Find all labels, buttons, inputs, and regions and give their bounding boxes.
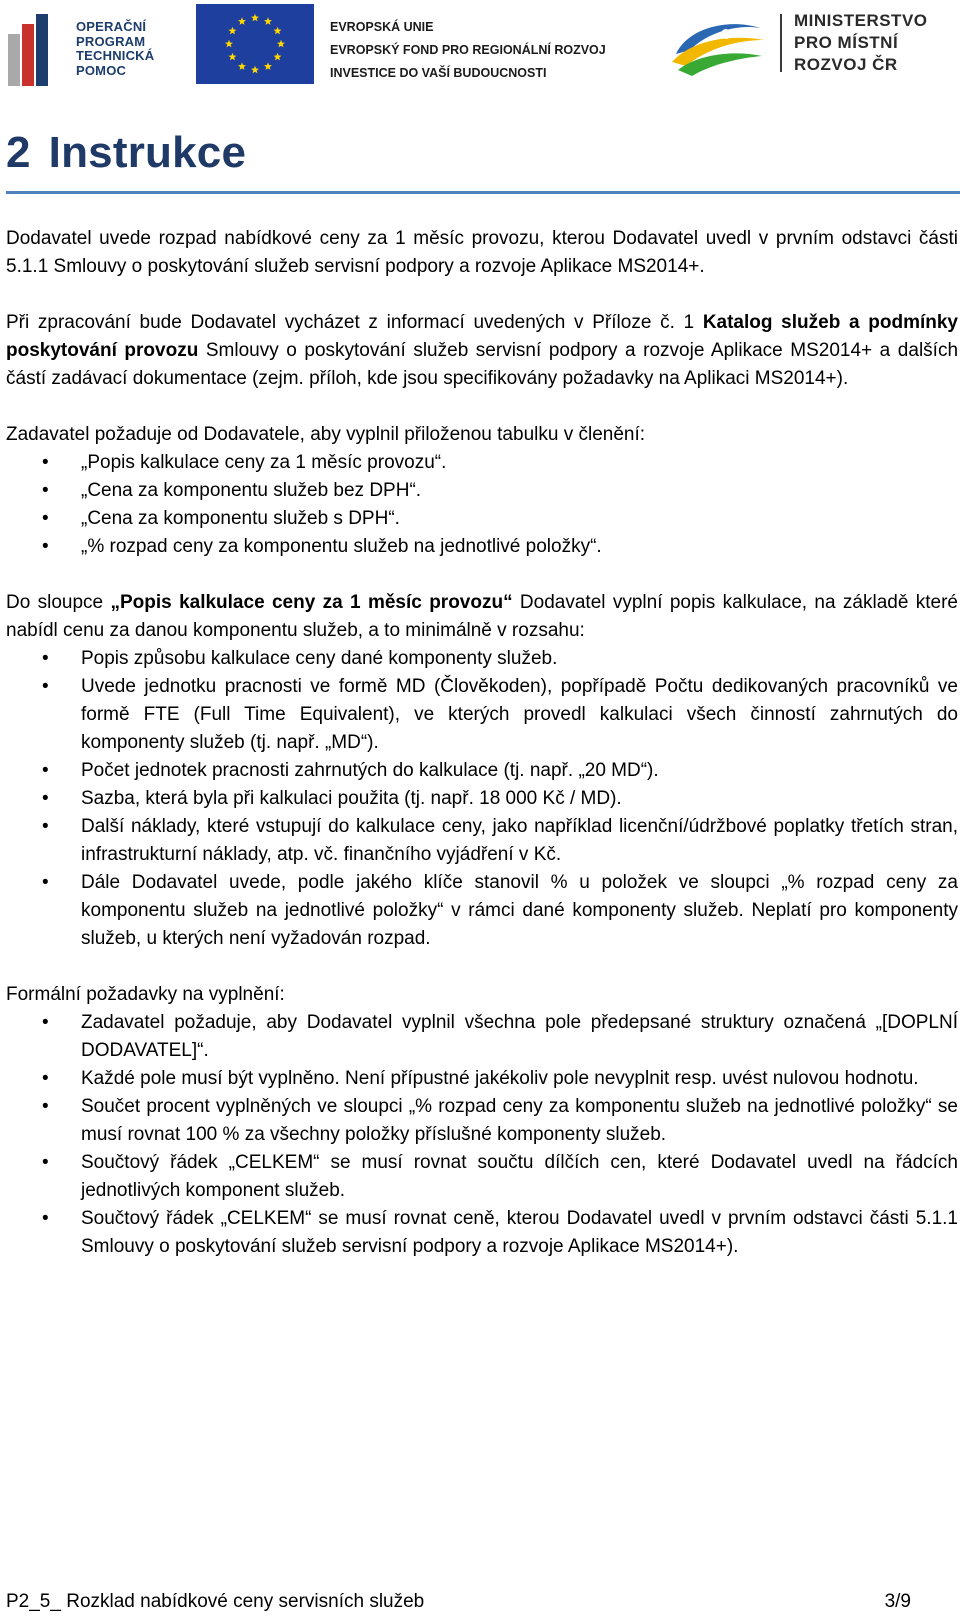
paragraph-calculation [6,589,958,645]
heading-rule [6,191,960,194]
bullet-icon: • [42,536,49,557]
bullet-icon: • [42,1012,49,1033]
list-item-text: „Popis kalkulace ceny za 1 měsíc provozu“. [81,452,447,473]
text-run: Při zpracování bude Dodavatel vycházet z informací uvedených v Příloze č. 1 [6,312,703,333]
list-item [6,869,958,953]
list-item-text: Zadavatel požaduje, aby Dodavatel vyplnil všechna pole předepsané struktury označená „[DOPLNÍ DODAVATEL]“. [81,1012,958,1061]
list-item-text: Součet procent vyplněných ve sloupci „% rozpad ceny za komponentu služeb na jednotlivé položky“ se musí rovnat 100 % za všechny položky příslušné komponenty služeb. [81,1096,958,1145]
list-item-text: Dále Dodavatel uvede, podle jakého klíče stanovil % u položek ve sloupci „% rozpad ceny za komponentu služeb na jednotlivé položky“ v rámci dané komponenty služeb. Neplatí pro komponenty služeb, u kterých není vyžadován rozpad. [81,872,958,949]
bullet-icon: • [42,508,49,529]
list-item [6,1149,958,1205]
paragraph-formal: Formální požadavky na vyplnění: [6,984,285,1005]
list-item [6,449,958,477]
mmr-logo-icon [668,10,768,80]
list-item-text: Další náklady, které vstupují do kalkulace ceny, jako například licenční/údržbové poplatky třetích stran, infrastrukturní náklady, atp. vč. finančního vyjádření v Kč. [81,816,958,865]
list-item-text: Sazba, která byla při kalkulaci použita (tj. např. 18 000 Kč / MD). [81,788,622,809]
mmr-line: MINISTERSTVO [794,11,928,30]
list-item-text: „Cena za komponentu služeb s DPH“. [81,508,400,529]
list-item [6,757,958,785]
list-item-text: Součtový řádek „CELKEM“ se musí rovnat součtu dílčích cen, které Dodavatel uvedl na řádcích jednotlivých komponent služeb. [81,1152,958,1201]
list-item [6,813,958,869]
document-body [6,225,958,1261]
op-tp-logo-icon [8,14,60,86]
eu-fund-text [330,16,606,85]
list-item-text: Počet jednotek pracnosti zahrnutých do kalkulace (tj. např. „20 MD“). [81,760,659,781]
op-tp-logo [8,8,184,86]
footer-page-number: 3/9 [884,1591,911,1612]
op-logo-line: PROGRAM [76,33,146,49]
eu-line: INVESTICE DO VAŠÍ BUDOUCNOSTI [330,66,547,80]
bullet-icon: • [42,452,49,473]
list-item [6,1009,958,1065]
paragraph-sources [6,309,958,393]
bold-text-run: „Popis kalkulace ceny za 1 měsíc provozu“ [110,592,513,613]
section-heading [6,128,960,178]
bullet-icon: • [42,788,49,809]
list-item-text: Popis způsobu kalkulace ceny dané komponenty služeb. [81,648,558,669]
list-item-text: Uvede jednotku pracnosti ve formě MD (Člověkoden), popřípadě Počtu dedikovaných pracovníků ve formě FTE (Full Time Equivalent), ve kterých provedl kalkulaci všech činností zahrnutých do komponenty služeb (tj. např. „MD“). [81,676,958,753]
eu-line: EVROPSKÁ UNIE [330,20,434,34]
bold-text-run: Katalog služeb a podmínky poskytování provozu [6,312,958,361]
list-item [6,1205,958,1261]
bullet-list-calculation [6,645,958,953]
mmr-divider [780,14,782,72]
op-logo-line: OPERAČNÍ [76,19,147,34]
eu-line: EVROPSKÝ FOND PRO REGIONÁLNÍ ROZVOJ [330,43,606,57]
text-run: Dodavatel vyplní popis kalkulace, na základě které nabídl cenu za danou komponentu služeb, a to minimálně v rozsahu: [6,592,958,641]
paragraph-intro: Dodavatel uvede rozpad nabídkové ceny za 1 měsíc provozu, kterou Dodavatel uvedl v prvním odstavci části 5.1.1 Smlouvy o poskytování služeb servisní podpory a rozvoje Aplikace MS2014+. [6,228,958,277]
list-item [6,505,958,533]
bullet-icon: • [42,480,49,501]
bullet-list-formal [6,1009,958,1261]
list-item [6,673,958,757]
mmr-line: ROZVOJ ČR [794,55,898,74]
page-header [0,0,960,92]
bullet-icon: • [42,760,49,781]
mmr-logo-text [794,10,928,76]
list-item-text: „% rozpad ceny za komponentu služeb na jednotlivé položky“. [81,536,602,557]
bullet-icon: • [42,1208,49,1229]
op-logo-line: POMOC [76,62,127,78]
bullet-icon: • [42,1152,49,1173]
list-item [6,1065,958,1093]
bullet-icon: • [42,872,49,893]
op-logo-line: TECHNICKÁ [76,48,155,63]
section-number: 2 [6,128,31,177]
list-item [6,533,958,561]
paragraph-requirements: Zadavatel požaduje od Dodavatele, aby vyplnil přiloženou tabulku v členění: [6,424,646,445]
list-item-text: Každé pole musí být vyplněno. Není přípustné jakékoliv pole nevyplnit resp. uvést nulovou hodnotu. [81,1068,919,1089]
section-title: Instrukce [48,128,247,177]
eu-flag-icon [196,4,314,84]
bullet-list-columns [6,449,958,561]
bullet-icon: • [42,816,49,837]
list-item [6,1093,958,1149]
list-item-text: „Cena za komponentu služeb bez DPH“. [81,480,422,501]
list-item [6,785,958,813]
list-item-text: Součtový řádek „CELKEM“ se musí rovnat ceně, kterou Dodavatel uvedl v prvním odstavci části 5.1.1 Smlouvy o poskytování služeb servisní podpory a rozvoje Aplikace MS2014+). [81,1208,958,1257]
text-run: Do sloupce [6,592,111,613]
op-tp-logo-text [76,20,154,78]
bullet-icon: • [42,676,49,697]
bullet-icon: • [42,1068,49,1089]
footer-document-name: P2_5_ Rozklad nabídkové ceny servisních služeb [6,1591,425,1612]
text-run: Smlouvy o poskytování služeb servisní podpory a rozvoje Aplikace MS2014+ a dalších částí zadávací dokumentace (zejm. příloh, kde jsou specifikovány požadavky na Aplikaci MS2014+). [6,340,959,389]
list-item [6,645,958,673]
page-title [6,128,960,178]
bullet-icon: • [42,648,49,669]
list-item [6,477,958,505]
mmr-line: PRO MÍSTNÍ [794,33,899,52]
bullet-icon: • [42,1096,49,1117]
